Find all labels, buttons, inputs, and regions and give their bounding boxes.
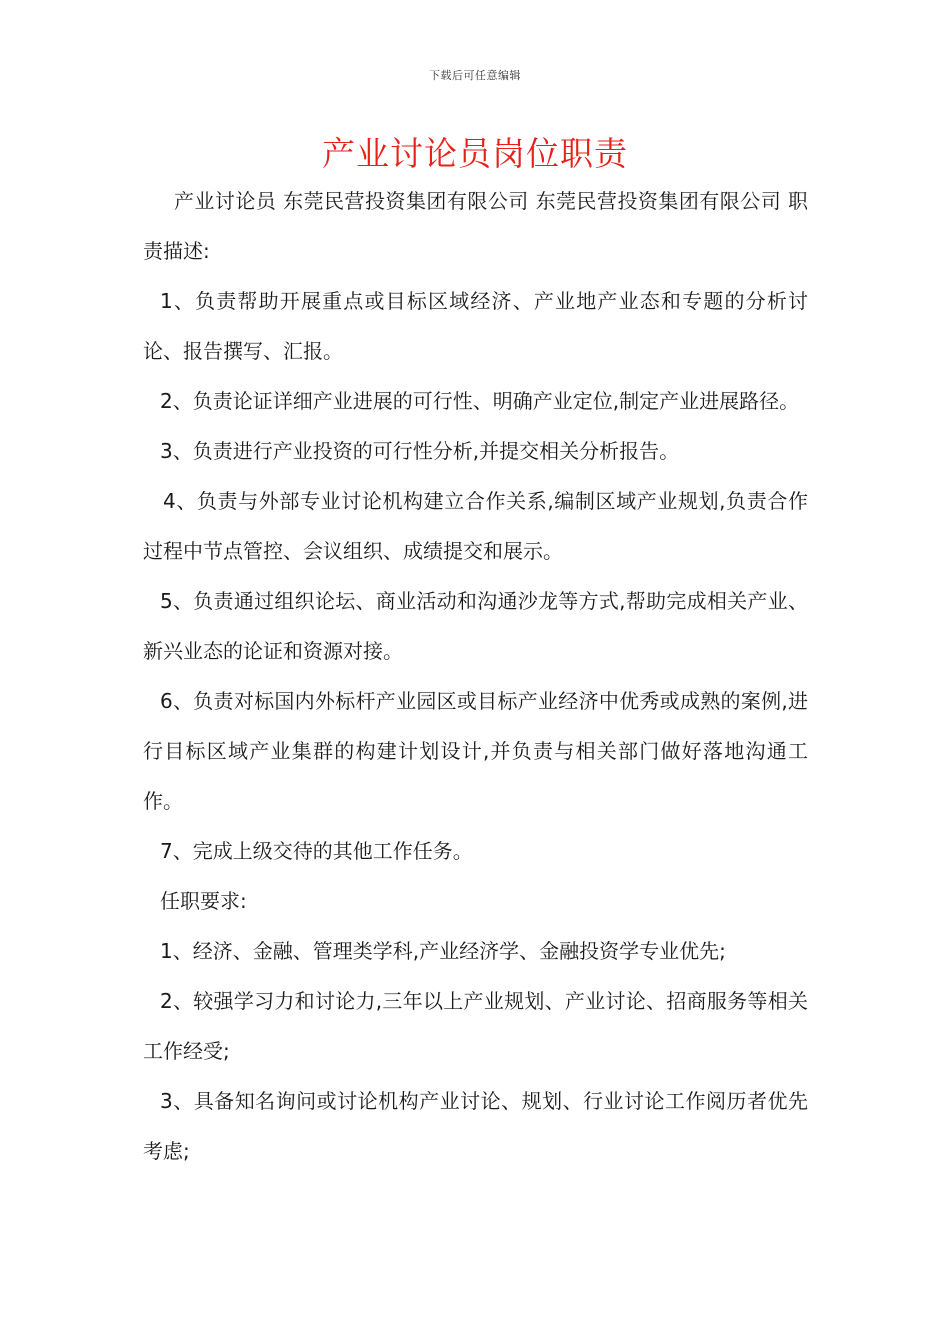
- duty-item: 7、完成上级交待的其他工作任务。: [160, 839, 473, 863]
- duty-item: 6、负责对标国内外标杆产业园区或目标产业经济中优秀或成熟的案例,进行目标区域产业集群的构建计划设计,并负责与相关部门做好落地沟通工作。: [143, 689, 808, 813]
- requirements-heading: 任职要求:: [160, 889, 247, 913]
- document-body: [143, 176, 808, 1176]
- requirement-item: 1、经济、金融、管理类学科,产业经济学、金融投资学专业优先;: [160, 939, 726, 963]
- header-note: 下载后可任意编辑: [429, 69, 521, 82]
- requirement-item: 3、具备知名询问或讨论机构产业讨论、规划、行业讨论工作阅历者优先考虑;: [143, 1089, 808, 1163]
- document-title: 产业讨论员岗位职责: [322, 134, 628, 173]
- duty-item: 4、负责与外部专业讨论机构建立合作关系,编制区域产业规划,负责合作过程中节点管控、会议组织、成绩提交和展示。: [143, 489, 808, 563]
- duty-item: 2、负责论证详细产业进展的可行性、明确产业定位,制定产业进展路径。: [160, 389, 800, 413]
- duty-item: 3、负责进行产业投资的可行性分析,并提交相关分析报告。: [160, 439, 680, 463]
- duty-item: 5、负责通过组织论坛、商业活动和沟通沙龙等方式,帮助完成相关产业、新兴业态的论证和资源对接。: [143, 589, 808, 663]
- duty-item: 1、负责帮助开展重点或目标区域经济、产业地产业态和专题的分析讨论、报告撰写、汇报。: [143, 289, 808, 363]
- requirement-item: 2、较强学习力和讨论力,三年以上产业规划、产业讨论、招商服务等相关工作经受;: [143, 989, 808, 1063]
- intro-paragraph: 产业讨论员 东莞民营投资集团有限公司 东莞民营投资集团有限公司 职责描述:: [143, 189, 808, 263]
